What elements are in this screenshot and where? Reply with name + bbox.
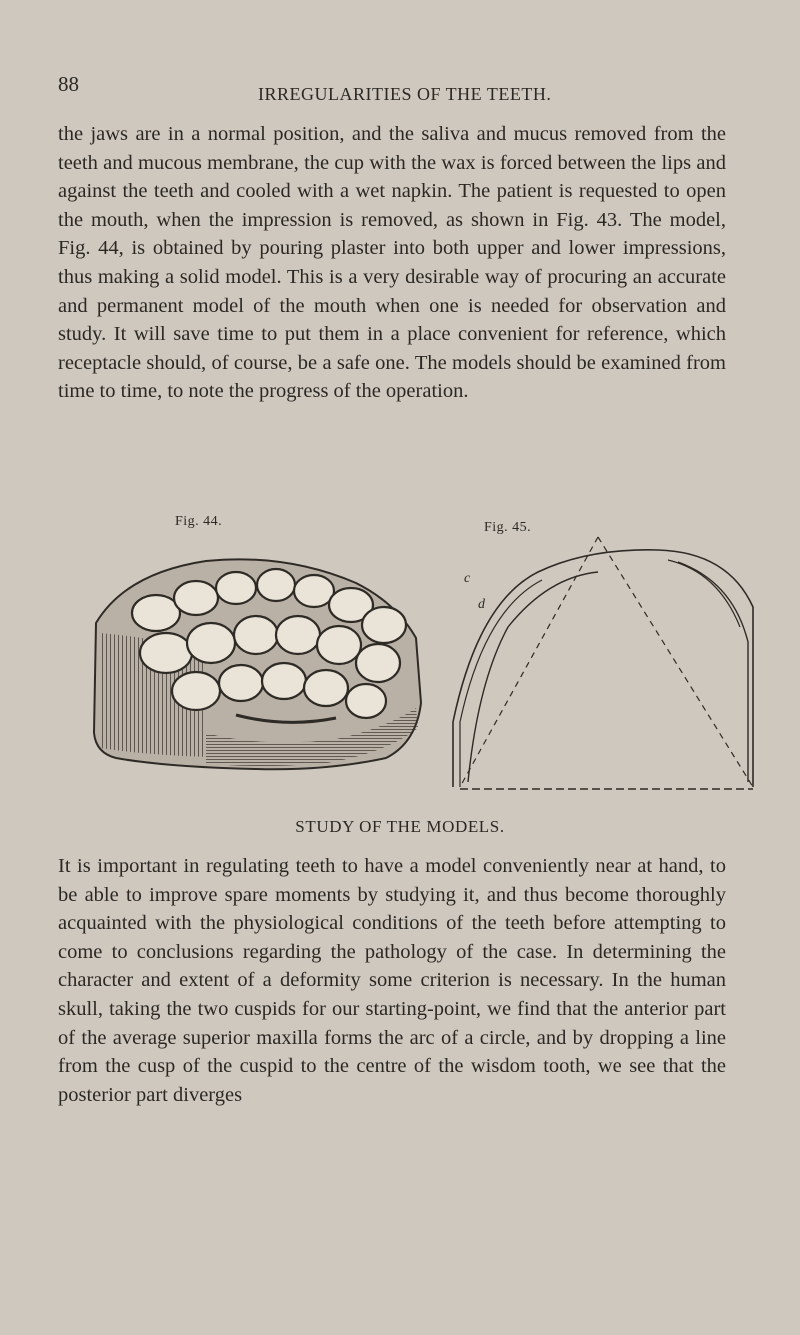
paragraph-1: the jaws are in a normal position, and the saliva and mucus removed from the teeth and mucous membrane, the cup with the wax is forced between the lips and against the teeth and cooled with a wet napkin. The patient is requested to open the mouth, when the impression is removed, as shown in Fig. 43. The model, Fig. 44, is obtained by pouring plaster into both upper and lower impressions, thus making a solid model. This is a very desirable way of procuring an accurate and permanent model of the mouth when one is needed for observation and study. It will save time to put them in a place convenient for reference, which receptacle should, of course, be a safe one. The models should be examined from time to time, to note the progress of the operation. bbox=[58, 123, 726, 403]
fig44-model-illustration bbox=[86, 543, 436, 773]
fig44-label: Fig. 44. bbox=[175, 514, 223, 529]
fig45-label-c: c bbox=[464, 571, 471, 586]
paragraph-2: It is important in regulating teeth to have a model conveniently near at hand, to be able to improve spare moments by studying it, and thus become thoroughly acquainted with the physiological conditions of the teeth before attempting to come to conclusions regarding the pathology of the case. In determining the character and extent of a deformity some criterion is necessary. In the human skull, taking the two cuspids for our starting-point, we find that the anterior part of the average superior maxilla forms the arc of a circle, and by dropping a line from the cusp of the cuspid to the centre of the wisdom tooth, we see that the posterior part diverges bbox=[58, 855, 726, 1106]
fig45-label-d: d bbox=[478, 597, 485, 612]
fig45-arch-diagram bbox=[448, 532, 758, 794]
page-number: 88 bbox=[58, 72, 79, 96]
section-heading: STUDY OF THE MODELS. bbox=[295, 817, 505, 836]
running-head: IRREGULARITIES OF THE TEETH. bbox=[258, 84, 552, 104]
fig45-label: Fig. 45. bbox=[484, 520, 532, 535]
